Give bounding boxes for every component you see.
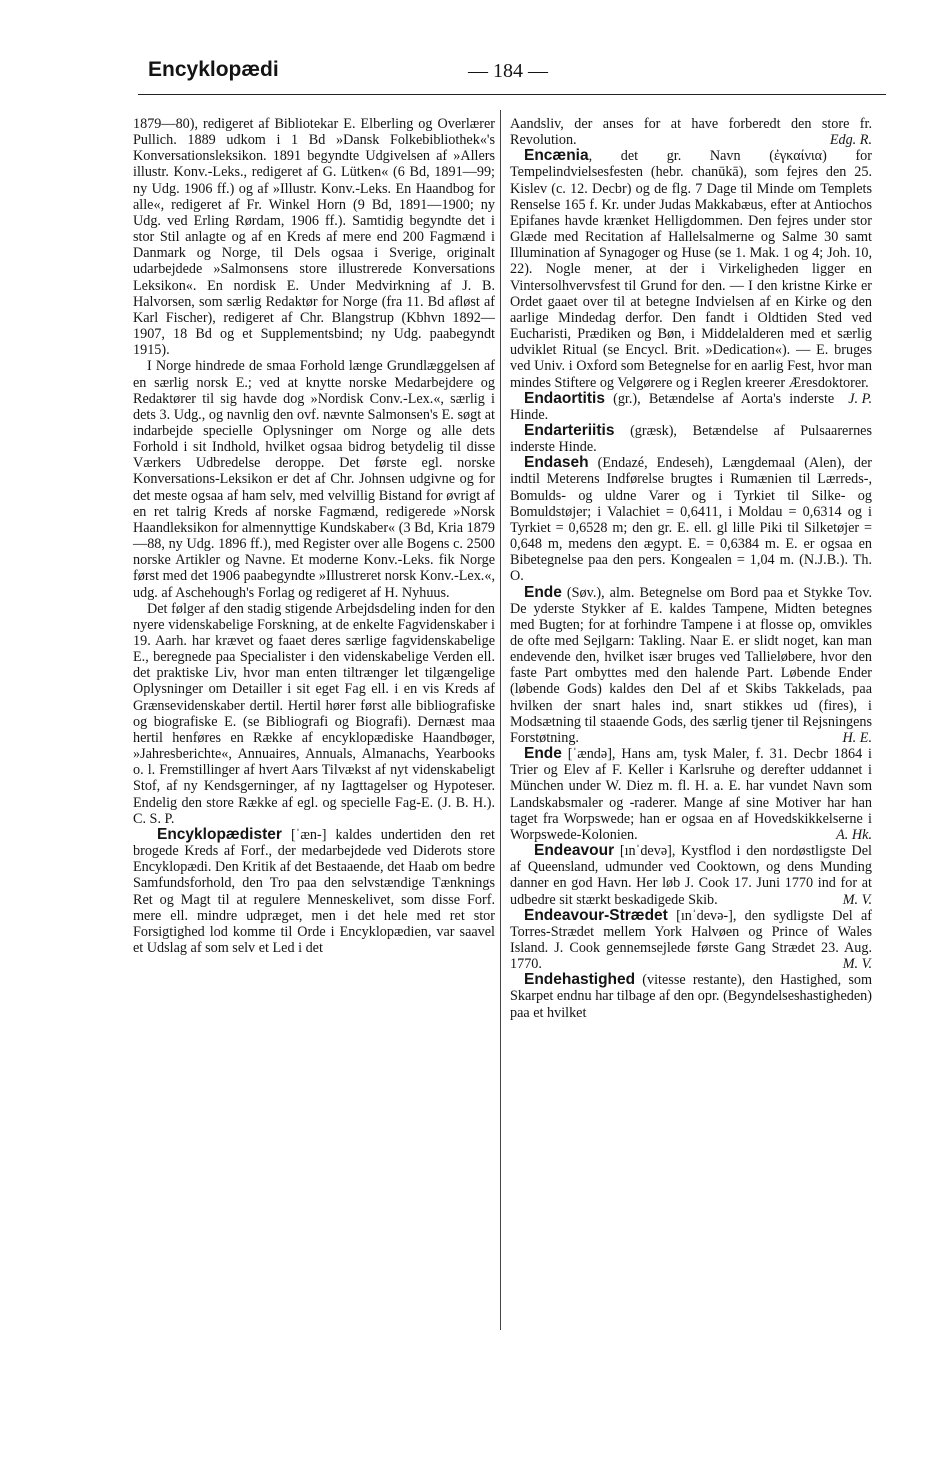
headword: Encænia xyxy=(524,147,589,165)
headword: Endaseh xyxy=(524,454,589,472)
column-divider xyxy=(500,110,501,1330)
entry-text: (Endazé, Endeseh), Længdemaal (Alen), der indtil Meterens Indførelse brugtes i Rumænien til Lærreds-, Bomulds- og uldne Varer og i Tyrkiet til Silke- og Bomuldstøjer; i Valachiet = 0,6411, i Moldau = 0,6314 og i Tyrkiet = 0,6528 m; den gr. E. ell. gl lille Piki til Silketøjer = 0,648 m, medens den ægypt. E. = 0,6384 m. E. er ogsaa en Bibetegnelse paa den pers. Kongealen = 1,04 m. (N.J.B.). Th. O. xyxy=(510,455,872,585)
author-signature: A. Hk. xyxy=(836,826,872,843)
specialist-encyclopedias-paragraph: Det følger af den stadig stigende Arbejdsdeling inden for den nyere videnskabelige Forskning, at de enkelte Fagvidenskaber i 19. Aarh. har krævet og faaet deres særlige fagvidenskabelige E., beregnede paa Specialister i den videnskabelige Verden ell. det praktiske Liv, hvor man enten tiltrænger let tilgængelige Oplysninger om Detailler i sit eget Fag ell. i en vis Kreds af Grænsevidenskaber dertil. Hertil hører først alle bibliografiske og biografiske E. (se Bibliografi og Biografi). Dernæst maa hertil henføres en Række af encyklopædiske Haandbøger, »Jahresberichte«, Annuaires, Annuals, Almanachs, Yearbooks o. l. Fremstillinger af hvert Aars Tilvækst af nyt videnskabeligt Stof, af ny Kendsgerninger, af ny Iagttagelser og Hypoteser. Endelig den store Række af egl. og specielle Fag-E. (J. B. H.). C. S. P. xyxy=(133,600,495,827)
article-continuation-paragraph: 1879—80), redigeret af Bibliotekar E. Elberling og Overlærer Pullich. 1889 udkom i 1 Bd »Dansk Folkebibliothek«'s Konversationsleksikon. 1891 begyndte Udgivelsen af »Allers illustr. Konv.-Leks., redigeret af G. Lütken« (6 Bd, 1891—99; ny Udg. 1906 ff.) og af »Illustr. Konv.-Leks. En Haandbog for alle«, redigeret af Fr. Winkel Horn (9 Bd, 1891—1900; ny Udg. ved Erling Rørdam, 1906 ff.). Samtidig begyndte det i stor Stil anlagte og af en Kreds af mere end 200 Fagmænd i Danmark og Norge, til Dels ogsaa i Sverige, originalt udarbejdede »Salmonsens store illustrerede Konversations Leksikon«. En nordisk E. Under Medvirkning af J. B. Halvorsen, som særlig Redaktør for Norge (fra 11. Bd afløst af Karl Fischer), redigeret af Chr. Blangstrup (Kbhvn 1892—1907, 18 Bd og et Supplementsbind; ny Udg. paabegyndt 1915). xyxy=(133,116,495,359)
headword: Endeavour-Strædet xyxy=(524,906,668,924)
entry-endeavour-straedet xyxy=(510,908,872,973)
entry-text: [ˈændə], Hans am, tysk Maler, f. 31. Decbr 1864 i Trier og Elev af F. Keller i Karlsruhe og derefter uddannet i München under W. Diez m. fl. H. a. E. har vundet Navn som Landskabsmaler og -raderer. Mange af sine Motiver har han taget fra Worpswede; han er ogsaa en af Hovedskikkelserne i Worpswede-Kolonien. xyxy=(510,746,872,843)
headword: Ende xyxy=(524,583,562,601)
entry-endaseh xyxy=(510,455,872,584)
entry-endehastighed xyxy=(510,972,872,1020)
entry-text: Aandsliv, der anses for at have forberedt den store fr. Revolution. xyxy=(510,116,872,149)
entry-text: , det gr. Navn (ἐγκαίνια) for Tempelindvielsesfesten (hebr. chanūkā), som fejres den 25. Kislev (c. 12. Decbr) og de flg. 7 Dage til Minde om Templets Renselse 165 f. Kr. under Judas Makkabæus, efter at Antiochos Epifanes havde krænket Helligdommen. Den fejres under stor Glæde med Recitation af Hallelsalmerne og Salme 30 samt Illumination af Synagoger og Huse (se 1. Mak. 1 og 4; Joh. 10, 22). Nogle mener, at der i Virkeligheden ligger en Vintersolhvervsfest til Grund for den. — I den kristne Kirke er Ordet gaaet over til at betegne Indvielsen af en Kirke og den aarlige Mindedag derfor. Den fandt i Oldtiden Sted ved Eucharisti, Prædiken og Bøn, i Middelalderen med et særlig udviklet Ritual (se Encycl. Brit. »Dedication«). — E. bruges ved Univ. i Oxford som Betegnelse for en aarlig Fest, hvor man mindes Stiftere og Velgørere og i Reglen kreerer Æresdoktorer. xyxy=(510,148,872,391)
entry-endarteriitis xyxy=(510,423,872,455)
header-rule xyxy=(138,94,886,95)
running-head-title: Encyklopædi xyxy=(148,58,279,81)
norway-paragraph: I Norge hindrede de smaa Forhold længe Grundlæggelsen af en særlig norsk E.; ved at knytte norske Medarbejdere og Redaktører til sig havde dog »Nordisk Conv.-Lex.«, særlig i dets 3. Udg., og navnlig den ovf. nævnte Salmonsen's E. søgt at indarbejde specielle Oplysninger om Norge og alle dets Forhold i sit Indhold, hvilket ogsaa bidrog betydelig til disse Værkers Udbredelse deroppe. Det første egl. norske Konversations-Leksikon er det af Chr. Johnsen udgivne og for det meste ogsaa af ham selv, med velvillig Bistand for øvrigt af en ret talrig Kreds af norske Fagmænd, redigerede »Norsk Haandleksikon for almennyttige Kundskaber« (3 Bd, Kria 1879—88, ny Udg. 1896 ff.), med Register over alle Bogens c. 2500 norske Artikler og Navne. Et moderne Konv.-Leks. fik Norge først med det 1906 paabegyndte »Illustreret norsk Konv.-Lex.«, udg. af Aschehough's Forlag og redigeret af H. Nyhuus. xyxy=(133,358,495,601)
right-column xyxy=(510,116,872,1021)
entry-text: (Søv.), alm. Betegnelse om Bord paa et Stykke Tov. De yderste Stykker af E. kaldes Tampene, Midten betegnes med Bugten; for at forhindre Tampene i at flosse op, omvikles de ofte med Sejlgarn: Takling. Naar E. er slidt noget, kan man endevende den, hvilket især bruges ved Tallieløbere, hvor den faste Part ombyttes med den halende Part. Løbende Ender (løbende Gods) kaldes den Del af et Skibs Takkelads, paa hvilken der snart hales ind, snart stikkes ud (fires), i Modsætning til staaende Gods, des særlig tjener til Rejsningens Forstøtning. xyxy=(510,584,872,746)
left-column xyxy=(133,116,495,956)
entry-endaortitis xyxy=(510,391,872,423)
entry-ende-painter xyxy=(510,746,872,843)
author-signature: Edg. R. xyxy=(829,132,872,149)
entry-text: (græsk), Betændelse af Pulsaarernes inderste Hinde. xyxy=(510,422,872,456)
author-signature: M. V. xyxy=(842,891,872,908)
entry-text: (vitesse restante), den Hastighed, som Skarpet endnu har tilbage af den opr. (Begyndelseshastigheden) paa et hvilket xyxy=(510,972,872,1021)
headword: Endeavour xyxy=(534,842,615,860)
author-signature: H. E. xyxy=(842,729,872,746)
headword: Endaortitis xyxy=(524,389,605,407)
entry-text: [ınˈdevə-], den sydligste Del af Torres-Strædet mellem York Halvøen og Prince of Wales Island. J. Cook gennemsejlede første Gang Strædet 23. Aug. 1770. xyxy=(510,907,872,973)
author-signature: J. P. xyxy=(848,390,872,407)
entry-ende-nautical xyxy=(510,585,872,747)
page-number: — 184 — xyxy=(468,60,548,82)
entry-text: (gr.), Betændelse af Aorta's inderste Hinde. xyxy=(510,390,835,423)
entry-endeavour xyxy=(510,843,872,908)
entry-text: [ınˈdevə], Kystflod i den nordøstligste Del af Queensland, udmunder ved Cooktown, og dens Munding danner en god Havn. Her løb J. Cook 17. Juni 1770 ind for at udbedre sit stærkt beskadigede Skib. xyxy=(510,843,872,908)
article-continuation-paragraph xyxy=(510,116,872,148)
entry-encyklopaedister xyxy=(133,827,495,956)
headword: Ende xyxy=(524,745,562,763)
running-head xyxy=(148,58,884,90)
headword: Endehastighed xyxy=(524,971,636,989)
headword: Encyklopædister xyxy=(157,825,282,843)
entry-text: [ˈæn-] kaldes undertiden den ret brogede Kreds af Forf., der medarbejdede ved Diderots store Encyklopædi. Den Kritik af det Bestaaende, det Haab om bedre Samfundsforhold, den Tro paa den selvstændige Tænknings Ret og Magt til at regulere Menneskelivet, som disse Forf. mere ell. mindre udpræget, men i det hele med ret stor Forsigtighed lod komme til Orde i Encyklopædien, var saavel et Udslag af som selv et Led i det xyxy=(133,826,495,956)
author-signature: M. V. xyxy=(842,956,872,973)
headword: Endarteriitis xyxy=(524,421,615,439)
